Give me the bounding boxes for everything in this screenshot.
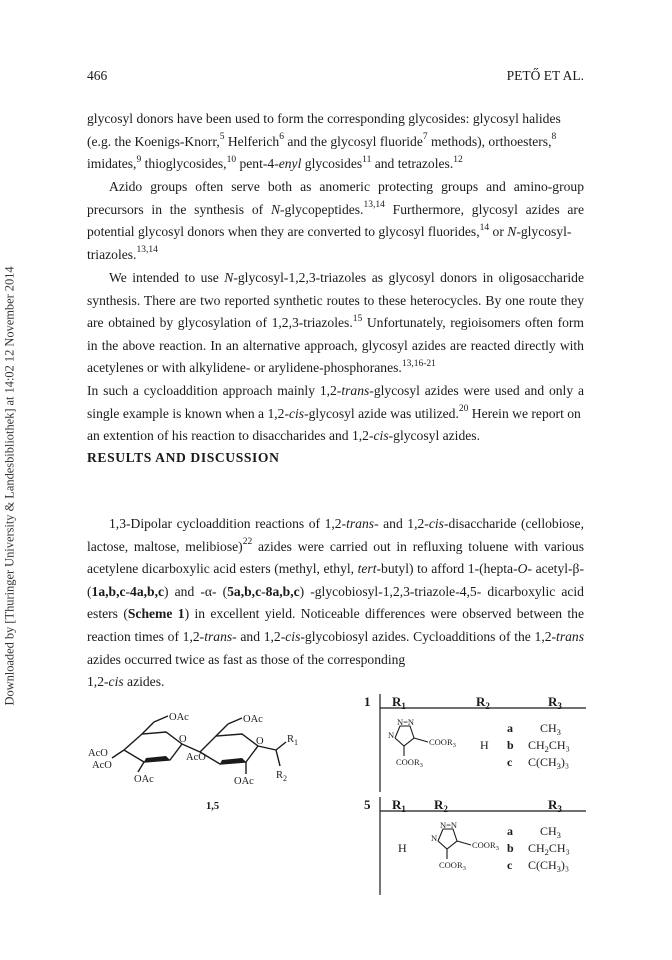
r3-value: $CH_3$: [540, 721, 561, 737]
r1-label: $R_1$: [287, 734, 299, 747]
oac-label: OAc: [134, 774, 154, 785]
page-number: 466: [87, 68, 108, 83]
triazole-n: N: [388, 730, 395, 740]
triazole-nn: N=N: [397, 717, 415, 727]
r3-value: $C(CH_3)_3$: [528, 858, 570, 874]
r3-value: $CH_2CH_3$: [528, 738, 570, 754]
disaccharide-structure: [80, 690, 340, 820]
aco-label: AcO: [186, 752, 206, 763]
paragraph-4: 1,3-Dipolar cycloaddition reactions of 1,2-trans- and 1,2-cis-disaccharide (cellobiose, lactose, maltose, melibiose)$^{22}$ azides were carried out in refluxing toluene with various acetylene dicarboxylic acid esters (methyl, ethyl, tert-butyl) to afford 1-(hepta-O- acetyl-β- (1a,b,c-4a,b,c) and -α- (5a,b,c-8a,b,c) -glycobiosyl-1,2,3-triazole-4,5- dicarboxylic acid esters (Scheme 1) in excellent yield. Noticeable differences were observed between the reaction times of 1,2-trans- and 1,2-cis-glycobiosyl azides. Cycloadditions of the 1,2-trans azides occurred twice as fast as those of the corresponding 1,2-cis azides.: [87, 516, 584, 690]
row-letter: a: [507, 824, 513, 838]
r2-label: $R_2$: [276, 770, 288, 783]
header-r1: $R_1$: [392, 797, 406, 814]
triazole-n: N: [431, 833, 438, 843]
row-letter: c: [507, 858, 513, 872]
row-letter: a: [507, 721, 513, 735]
r1-value: H: [398, 841, 407, 855]
r3-value: $CH_2CH_3$: [528, 841, 570, 857]
substituent-table-1: [350, 692, 590, 792]
triazole-nn: N=N: [440, 820, 458, 830]
triazole-coor: $COOR_3$: [429, 737, 456, 749]
header-r2: $R_2$: [434, 797, 448, 814]
ring-oxygen: O: [256, 736, 264, 747]
header-r3: $R_3$: [548, 694, 562, 711]
running-head: PETŐ ET AL.: [506, 68, 584, 83]
ring-oxygen: O: [179, 734, 187, 745]
paragraph-3: We intended to use N-glycosyl-1,2,3-triazoles as glycosyl donors in oligosaccharide synthesis. There are two reported synthetic routes to these heterocycles. By one route they are obtained by glycosylation of 1,2,3-triazoles.$^{15}$ Unfortunately, regioisomers often form in the above reaction. In an alternative approach, glycosyl azides are reacted directly with acetylenes or with alkylidene- or arylidene-phosphoranes.$^{13,16-21}$ In such a cycloaddition approach mainly 1,2-trans-glycosyl azides were used and only a single example is known when a 1,2-cis-glycosyl azide was utilized.$^{20}$ Herein we report on an extention of his reaction to disaccharides and 1,2-cis-glycosyl azides.: [87, 270, 585, 444]
oac-label: OAc: [243, 714, 263, 725]
paragraph-1: glycosyl donors have been used to form the corresponding glycosides: glycosyl halides (e.g. the Koenigs-Knorr,$^5$ Helferich$^6$ and the glycosyl fluoride$^7$ methods), orthoesters,$^8$ imidates,$^9$ thioglycosides,$^{10}$ pent-4-enyl glycosides$^{11}$ and tetrazoles.$^{12}$: [87, 111, 561, 172]
header-r2: $R_2$: [476, 694, 490, 711]
table-5-id: 5: [364, 797, 371, 812]
oac-label: OAc: [234, 776, 254, 787]
triazole-coor: $COOR_3$: [396, 757, 423, 769]
row-letter: b: [507, 738, 514, 752]
row-letter: c: [507, 755, 513, 769]
oac-label: OAc: [169, 712, 189, 723]
paragraph-2: Azido groups often serve both as anomeric protecting groups and amino-group precursors in the synthesis of N-glycopeptides.$^{13,14}$ Furthermore, glycosyl azides are potential glycosyl donors when they are converted to glycosyl fluorides,$^{14}$ or N-glycosyl- triazoles.$^{13,14}$: [87, 179, 584, 262]
aco-label: AcO: [88, 748, 108, 759]
section-heading: RESULTS AND DISCUSSION: [87, 450, 280, 465]
download-note: Downloaded by [Thuringer University & Landesbibliothek] at 14:02 12 November 2014: [2, 266, 17, 706]
r3-value: $CH_3$: [540, 824, 561, 840]
table-1-id: 1: [364, 694, 371, 709]
triazole-coor: $COOR_3$: [439, 860, 466, 872]
compound-label: 1,5: [206, 801, 220, 812]
r2-value: H: [480, 738, 489, 752]
substituent-table-5: [350, 795, 590, 895]
header-r1: $R_1$: [392, 694, 406, 711]
header-r3: $R_3$: [548, 797, 562, 814]
aco-label: AcO: [92, 760, 112, 771]
triazole-coor: $COOR_3$: [472, 840, 499, 852]
r3-value: $C(CH_3)_3$: [528, 755, 570, 771]
row-letter: b: [507, 841, 514, 855]
